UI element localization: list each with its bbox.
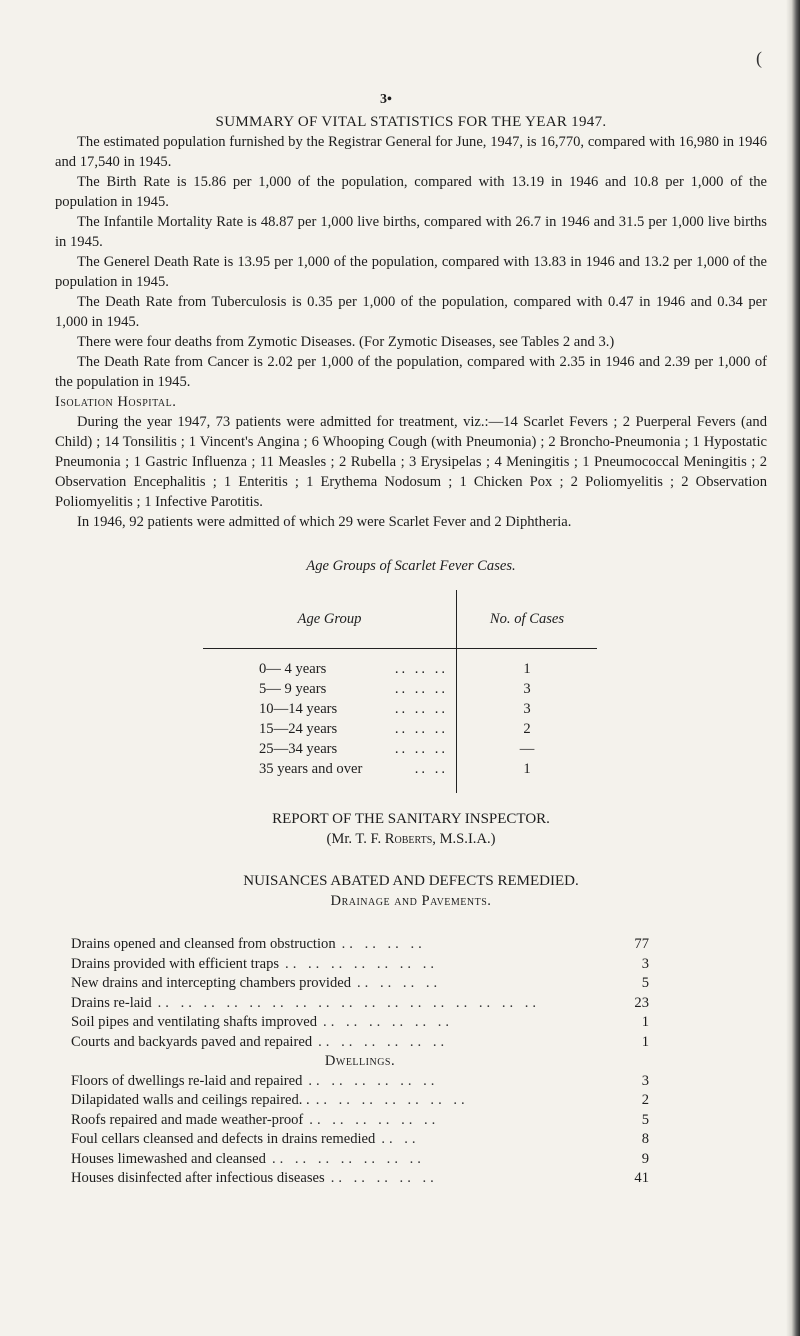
list-item: Houses limewashed and cleansed .. .. .. .. .. .. .. 9	[71, 1150, 649, 1167]
list-item: Roofs repaired and made weather-proof .. .. .. .. .. .. 5	[71, 1111, 649, 1128]
paragraph-population: The estimated population furnished by the Registrar General for June, 1947, is 16,770, compared with 16,980 in 1946 and 17,540 in 1945.	[55, 134, 767, 170]
cases-cell: 3	[457, 699, 598, 719]
list-item: Houses disinfected after infectious diseases .. .. .. .. .. 41	[71, 1170, 649, 1186]
age-cell: 10—14 years	[259, 701, 338, 717]
list-item: Foul cellars cleansed and defects in drains remedied .. .. 8	[71, 1131, 649, 1147]
dwellings-heading: Dwellings.	[324, 1053, 396, 1069]
inspector-line: (Mr. T. F. Roberts, M.S.I.A.)	[326, 831, 496, 847]
list-item: Drains provided with efficient traps .. .. .. .. .. .. .. 3	[71, 955, 649, 972]
nuisances-heading: NUISANCES ABATED AND DEFECTS REMEDIED.	[243, 873, 579, 889]
list-item: Drains opened and cleansed from obstruction .. .. .. .. 77	[71, 936, 649, 952]
age-cell: 15—24 years	[259, 721, 338, 737]
report-title: REPORT OF THE SANITARY INSPECTOR.	[272, 811, 550, 827]
cases-cell: 2	[457, 719, 598, 739]
isolation-hospital-heading: Isolation Hospital.	[55, 394, 177, 410]
column-header-cases: No. of Cases	[457, 590, 598, 649]
table-row: 10—14 years .. .. .. 3	[203, 699, 597, 719]
age-cell: 35 years and over	[259, 761, 363, 777]
corner-mark: (	[756, 48, 762, 68]
paragraph-zymotic: There were four deaths from Zymotic Diseases. (For Zymotic Diseases, see Tables 2 and 3.)	[77, 334, 615, 350]
list-item: Drains re-laid .. .. .. .. .. .. .. .. .. .. .. .. .. .. .. .. .. 23	[71, 994, 649, 1011]
document-body	[55, 112, 767, 1189]
paragraph-admissions-1946: In 1946, 92 patients were admitted of which 29 were Scarlet Fever and 2 Diphtheria.	[77, 514, 572, 530]
table-row: 0— 4 years .. .. .. 1	[203, 649, 597, 680]
age-cell: 25—34 years	[259, 741, 338, 757]
table-row: 15—24 years .. .. .. 2	[203, 719, 597, 739]
sanitary-report	[55, 809, 767, 849]
cases-cell: —	[457, 739, 598, 759]
paragraph-infantile-mortality: The Infantile Mortality Rate is 48.87 per 1,000 live births, compared with 26.7 in 1946 and 31.5 per 1,000 live births in 1945.	[55, 214, 767, 250]
paragraph-tuberculosis: The Death Rate from Tuberculosis is 0.35 per 1,000 of the population, compared with 0.47 in 1946 and 0.34 per 1,000 in 1945.	[55, 294, 767, 330]
page-number: 3•	[380, 92, 392, 107]
list-item: Dilapidated walls and ceilings repaired. . .. .. .. .. .. .. .. 2	[71, 1092, 649, 1108]
cases-cell: 1	[457, 649, 598, 680]
cases-cell: 3	[457, 679, 598, 699]
table-caption: Age Groups of Scarlet Fever Cases.	[306, 558, 516, 574]
column-header-age-group: Age Group	[203, 590, 457, 649]
page-edge-shadow	[786, 0, 800, 1336]
paragraph-general-death-rate: The Generel Death Rate is 13.95 per 1,000 of the population, compared with 13.83 in 1946 and 13.2 per 1,000 of the population in 1945.	[55, 254, 767, 290]
table-row: 25—34 years .. .. .. —	[203, 739, 597, 759]
summary-heading: SUMMARY OF VITAL STATISTICS FOR THE YEAR 1947.	[215, 114, 607, 130]
table-row: 5— 9 years .. .. .. 3	[203, 679, 597, 699]
list-item: Soil pipes and ventilating shafts improved .. .. .. .. .. .. 1	[71, 1014, 649, 1030]
list-item: New drains and intercepting chambers provided .. .. .. .. 5	[71, 975, 649, 991]
paragraph-cancer: The Death Rate from Cancer is 2.02 per 1,000 of the population, compared with 2.35 in 1946 and 2.39 per 1,000 of the population in 1945.	[55, 354, 767, 390]
table-row: 35 years and over .. .. 1	[203, 759, 597, 793]
paragraph-admissions-1947: During the year 1947, 73 patients were admitted for treatment, viz.:—14 Scarlet Fevers ; 2 Puerperal Fevers (and Child) ; 14 Tonsilitis ; 1 Vincent's Angina ; 6 Whooping Cough (with Pneumonia) ; 2 Broncho-Pneumonia ; 1 Hypostatic Pneumonia ; 1 Gastric Influenza ; 11 Measles ; 2 Rubella ; 3 Erysipelas ; 4 Meningitis ; 1 Pneumococcal Meningitis ; 2 Observation Encephalitis ; 1 Enteritis ; 1 Erythema Nodosum ; 1 Chicken Pox ; 2 Poliomyelitis ; 2 Observation Poliomyelitis ; 1 Infective Parotitis.	[55, 414, 767, 510]
nuisances-list	[71, 935, 649, 1189]
age-cell: 0— 4 years	[259, 661, 327, 677]
drainage-heading: Drainage and Pavements.	[330, 893, 492, 909]
list-item: Courts and backyards paved and repaired .. .. .. .. .. .. 1	[71, 1033, 649, 1050]
cases-cell: 1	[457, 759, 598, 793]
paragraph-birth-rate: The Birth Rate is 15.86 per 1,000 of the population, compared with 13.19 in 1946 and 10.8 per 1,000 of the population in 1945.	[55, 174, 767, 210]
age-groups-table	[203, 590, 597, 793]
age-cell: 5— 9 years	[259, 681, 327, 697]
inspector-name: Roberts	[384, 831, 433, 847]
list-item: Floors of dwellings re-laid and repaired .. .. .. .. .. .. 3	[71, 1072, 649, 1089]
